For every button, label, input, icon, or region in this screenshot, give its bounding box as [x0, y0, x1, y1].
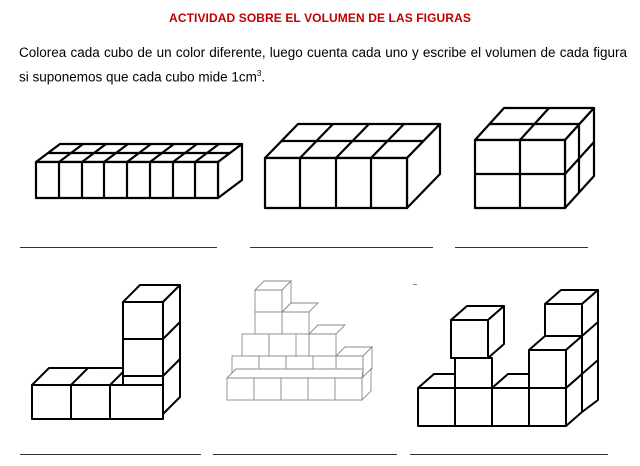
stray-mark — [413, 284, 417, 285]
answer-line-5[interactable] — [213, 454, 397, 455]
figure-row-of-8-cubes — [30, 138, 245, 200]
answer-line-2[interactable] — [250, 247, 433, 248]
figure-cube-2x2x2 — [470, 102, 600, 214]
figure-l-shape-cubes — [28, 280, 188, 420]
figure-u-shape-towers-cubes — [414, 288, 604, 438]
instruction-period: . — [261, 69, 266, 85]
answer-line-1[interactable] — [20, 247, 217, 248]
answer-line-3[interactable] — [455, 247, 588, 248]
answer-line-6[interactable] — [410, 454, 608, 455]
cubic-exponent: 3 — [256, 69, 262, 78]
instruction-text: Colorea cada cubo de un color diferente, luego cuenta cada uno y escribe el volumen de cada figura si suponemos que cada cubo mide 1cm — [19, 45, 627, 85]
figure-slab-2x4-cubes — [260, 118, 445, 213]
instructions — [19, 42, 627, 88]
answer-line-4[interactable] — [20, 454, 201, 455]
worksheet-title: ACTIVIDAD SOBRE EL VOLUMEN DE LAS FIGURAS — [169, 11, 471, 25]
figure-staircase-pyramid-cubes — [222, 270, 388, 420]
